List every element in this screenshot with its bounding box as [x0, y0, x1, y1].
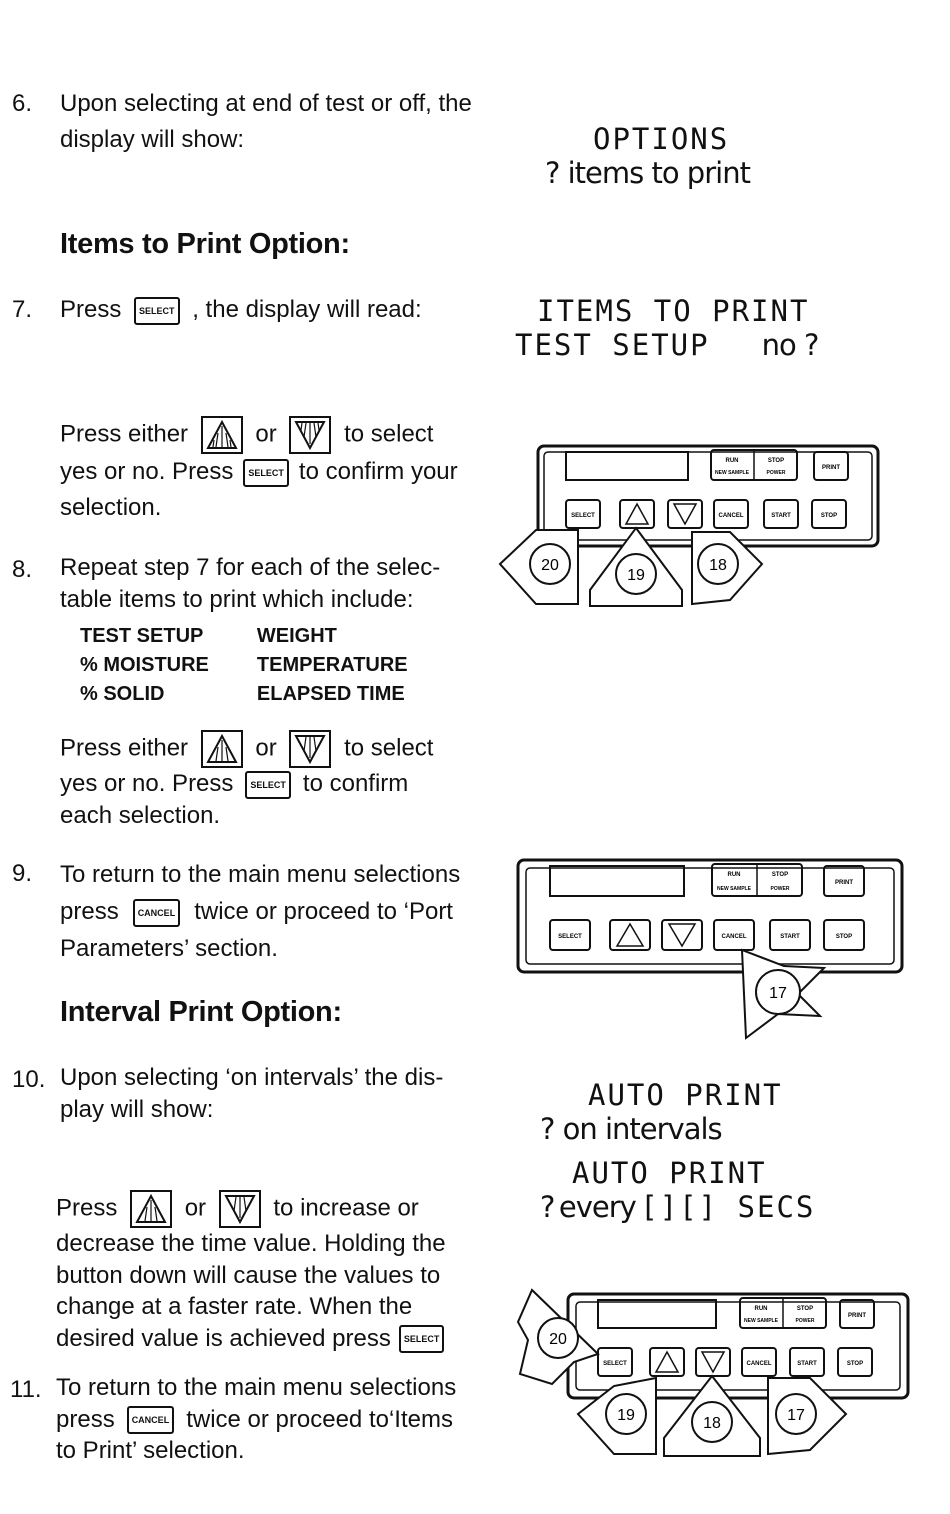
callout-label-20: 20	[541, 557, 559, 574]
callout-label-17: 17	[787, 1407, 805, 1424]
callout-arrow-up-icon	[664, 1376, 760, 1456]
print-key-label: PRINT	[848, 1313, 866, 1319]
section-heading-interval: Interval Print Option:	[60, 996, 342, 1028]
display-options: OPTIONS ? items to print	[545, 122, 750, 190]
step-10-instructions: Press or to increase or decrease the time value. Holding the button down will cause the values to change at a faster rate. When the desired value is achieved press SELECT	[56, 1190, 496, 1354]
display-auto-print-every: AUTO PRINT ? every [][] SECS	[540, 1156, 816, 1224]
start-key-label: START	[797, 1361, 817, 1367]
select-key-label: SELECT	[603, 1361, 627, 1367]
callout-arrow-left-icon	[500, 530, 578, 604]
stop-led-label: STOP	[771, 872, 789, 878]
callout-arrow-up-icon	[742, 950, 824, 1038]
items-to-print-list: TEST SETUP WEIGHT % MOISTURE TEMPERATURE % SOLID ELAPSED TIME	[80, 625, 408, 705]
start-key-label: START	[771, 513, 791, 519]
step-8-instructions: Press either or to select yes or no. Press SELECT to confirm each selection.	[60, 730, 500, 832]
lcd-window-icon	[550, 866, 684, 896]
lcd-window-icon	[598, 1300, 716, 1328]
lcd-window-icon	[566, 452, 688, 480]
step-7-text: Press SELECT , the display will read:	[60, 296, 422, 323]
select-key-icon: SELECT	[134, 297, 180, 325]
display-auto-print-intervals: AUTO PRINT ? on intervals	[540, 1078, 783, 1146]
down-arrow-key-icon	[219, 1190, 261, 1228]
step-8-text: Repeat step 7 for each of the selec- table items to print which include:	[60, 554, 441, 613]
callout-arrow-right-down-icon	[518, 1290, 598, 1384]
cancel-key-label: CANCEL	[746, 1361, 772, 1367]
new-sample-led-label: NEW SAMPLE	[717, 886, 751, 892]
callout-label-17: 17	[769, 985, 787, 1002]
callout-label-19: 19	[617, 1407, 635, 1424]
control-panel-diagram-1	[496, 440, 888, 610]
cancel-key-icon: CANCEL	[127, 1406, 175, 1434]
stop-led-label: STOP	[767, 458, 785, 464]
step-number: 8.	[12, 556, 33, 583]
callout-label-18: 18	[709, 557, 727, 574]
step-7-instructions: Press either or to select yes or no. Press SELECT to confirm your selection.	[60, 416, 500, 526]
step-11-text: To return to the main menu selections press CANCEL twice or proceed to‘Items to Print’ selection.	[56, 1374, 457, 1464]
step-6-text: Upon selecting at end of test or off, the display will show:	[60, 90, 472, 153]
callout-arrow-right-icon	[692, 532, 762, 604]
power-led-label: POWER	[766, 470, 786, 476]
callout-label-20: 20	[549, 1331, 567, 1348]
select-key-icon: SELECT	[243, 459, 289, 487]
step-number: 10.	[12, 1066, 46, 1093]
up-arrow-key-icon	[201, 730, 243, 768]
step-number: 11.	[10, 1376, 42, 1403]
section-heading-items: Items to Print Option:	[60, 228, 350, 260]
run-led-label: RUN	[754, 1306, 768, 1312]
new-sample-led-label: NEW SAMPLE	[744, 1318, 778, 1324]
cancel-key-icon: CANCEL	[133, 899, 181, 927]
power-led-label: POWER	[795, 1318, 815, 1324]
run-led-label: RUN	[727, 872, 741, 878]
stop-key-label: STOP	[835, 934, 853, 940]
control-panel-diagram-3	[514, 1282, 912, 1458]
step-number: 9.	[12, 860, 33, 887]
stop-led-label: STOP	[796, 1306, 814, 1312]
select-key-label: SELECT	[558, 934, 582, 940]
callout-label-19: 19	[627, 567, 645, 584]
callout-label-18: 18	[703, 1415, 721, 1432]
up-arrow-key-icon	[130, 1190, 172, 1228]
display-items: ITEMS TO PRINT TEST SETUP no ?	[515, 294, 819, 362]
power-led-label: POWER	[770, 886, 790, 892]
run-led-label: RUN	[725, 458, 739, 464]
down-arrow-key-icon	[289, 730, 331, 768]
stop-key-label: STOP	[846, 1361, 864, 1367]
print-key-label: PRINT	[835, 880, 853, 886]
select-key-icon: SELECT	[399, 1325, 445, 1353]
start-key-label: START	[780, 934, 800, 940]
step-number: 6.	[12, 90, 33, 117]
print-key-label: PRINT	[822, 465, 840, 471]
cancel-key-label: CANCEL	[721, 934, 747, 940]
select-key-label: SELECT	[571, 513, 595, 519]
step-number: 7.	[12, 296, 33, 323]
down-arrow-key-icon	[289, 416, 331, 454]
new-sample-led-label: NEW SAMPLE	[715, 470, 749, 476]
cancel-key-label: CANCEL	[718, 513, 744, 519]
stop-key-label: STOP	[820, 513, 838, 519]
up-arrow-key-icon	[201, 416, 243, 454]
step-9-text: To return to the main menu selections press CANCEL twice or proceed to ‘Port Parameters’ section.	[60, 861, 461, 962]
control-panel-diagram-2	[514, 856, 906, 1042]
select-key-icon: SELECT	[245, 771, 291, 799]
step-10-text: Upon selecting ‘on intervals’ the dis- play will show:	[60, 1064, 444, 1123]
